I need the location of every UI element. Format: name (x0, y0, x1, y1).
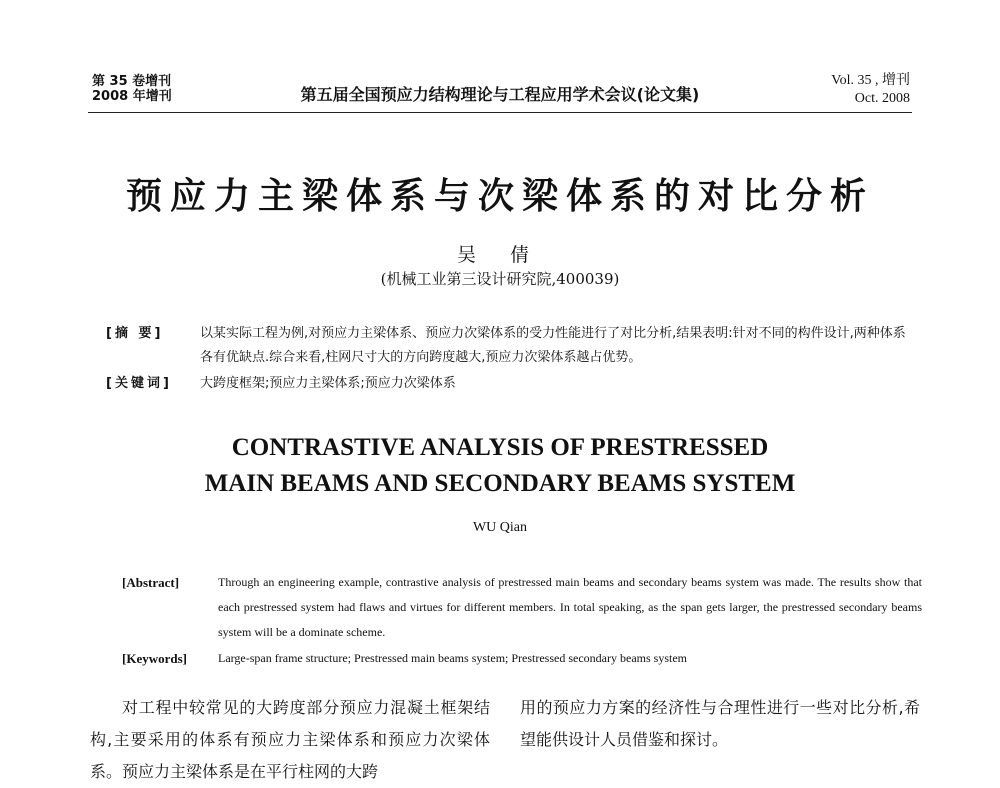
english-author: WU Qian (472, 520, 528, 535)
english-abstract-label: [Abstract] (122, 575, 180, 590)
journal-volume-en (831, 72, 910, 108)
conference-title: 第五届全国预应力结构理论与工程应用学术会议(论文集) (300, 85, 700, 104)
journal-volume-info (92, 74, 172, 104)
english-keywords-text: Large-span frame structure; Prestressed main beams system; Prestressed secondary beams system (218, 651, 687, 665)
english-keywords (122, 646, 922, 671)
header-rule (88, 112, 912, 113)
body-right-column: 用的预应力方案的经济性与合理性进行一些对比分析,希望能供设计人员借鉴和探讨。 (520, 698, 920, 749)
journal-volume-en-line: Vol. 35 , 增刊 (831, 73, 910, 88)
journal-volume: 第 35 卷增刊 (92, 74, 172, 89)
journal-year: 2008 年增刊 (92, 89, 172, 104)
chinese-abstract-text: 以某实际工程为例,对预应力主梁体系、预应力次梁体系的受力性能进行了对比分析,结果表明:针对不同的构件设计,两种体系各有优缺点.综合来看,柱网尺寸大的方向跨度越大,预应力次梁体系越占优势。 (200, 326, 906, 365)
chinese-title: 预应力主梁体系与次梁体系的对比分析 (125, 175, 874, 217)
chinese-affiliation: (机械工业第三设计研究院,400039) (380, 270, 620, 288)
chinese-keywords-label: [关键词] (106, 376, 172, 391)
chinese-keywords (106, 372, 916, 396)
chinese-author: 吴 倩 (456, 244, 544, 266)
body-left-column: 对工程中较常见的大跨度部分预应力混凝土框架结构,主要采用的体系有预应力主梁体系和预应力次梁体系。预应力主梁体系是在平行柱网的大跨 (90, 698, 490, 781)
english-abstract (122, 570, 922, 645)
chinese-abstract-label: [摘 要] (106, 326, 164, 341)
journal-date-en: Oct. 2008 (854, 91, 910, 106)
english-title (0, 430, 1000, 502)
english-title-line-2: MAIN BEAMS AND SECONDARY BEAMS SYSTEM (204, 470, 796, 497)
english-title-line-1: CONTRASTIVE ANALYSIS OF PRESTRESSED (231, 434, 769, 461)
english-abstract-text: Through an engineering example, contrastive analysis of prestressed main beams and secondary beams system was made. The results show that each prestressed system had flaws and virtues for different members. In total speaking, as the span gets larger, the prestressed secondary beams system will be a dominate scheme. (218, 575, 922, 639)
chinese-keywords-text: 大跨度框架;预应力主梁体系;预应力次梁体系 (200, 376, 456, 391)
english-keywords-label: [Keywords] (122, 651, 187, 666)
chinese-abstract (106, 322, 916, 370)
